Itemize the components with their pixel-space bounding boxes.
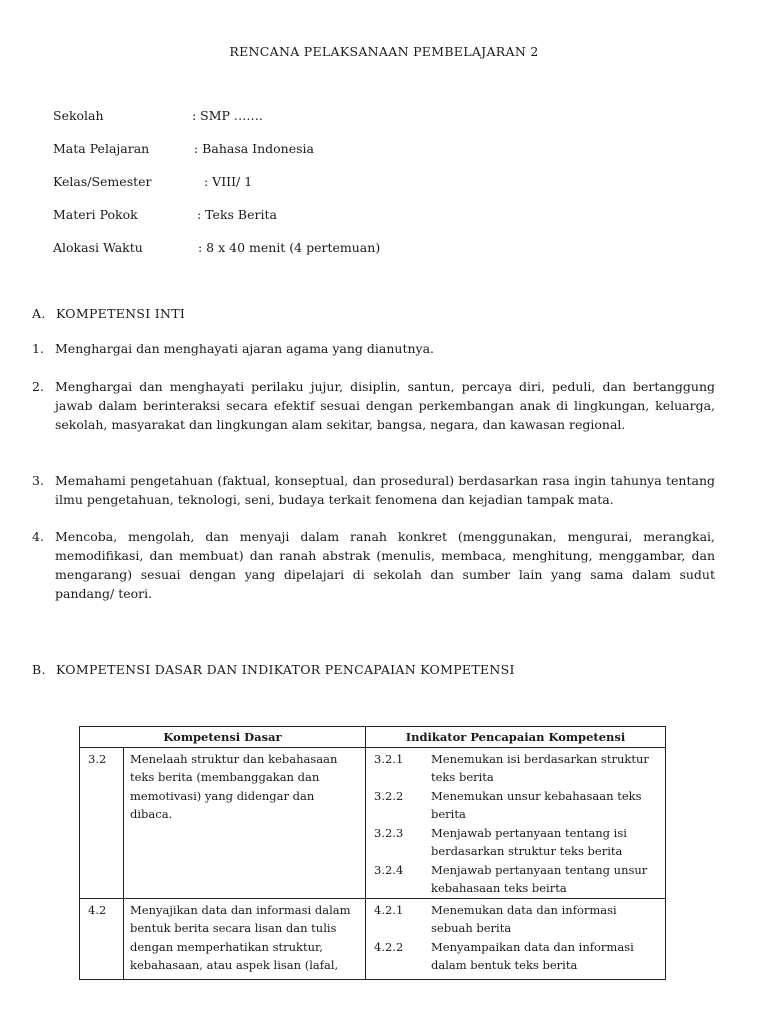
section-title: KOMPETENSI INTI <box>56 306 186 321</box>
item-number: 3. <box>32 473 44 488</box>
ki-item-2 <box>32 377 715 434</box>
indicator-code: 4.2.1 <box>374 902 404 917</box>
item-text: Menghargai dan menghayati ajaran agama yang dianutnya. <box>55 341 435 356</box>
identity-label: Mata Pelajaran <box>53 141 150 156</box>
indicator-item <box>374 861 661 898</box>
indicator-cell <box>366 898 666 979</box>
competency-table <box>79 726 666 980</box>
indicator-list <box>366 748 665 898</box>
identity-value: : VIII/ 1 <box>204 174 253 189</box>
table-header-row <box>80 727 666 748</box>
identity-value: : 8 x 40 menit (4 pertemuan) <box>198 240 381 255</box>
identity-value: : Teks Berita <box>197 207 277 222</box>
indicator-text: Menjawab pertanyaan tentang isi berdasarkan struktur teks berita <box>431 825 627 858</box>
section-letter: B. <box>32 662 46 677</box>
section-title: KOMPETENSI DASAR DAN INDIKATOR PENCAPAIAN KOMPETENSI <box>56 662 515 677</box>
indicator-item <box>374 901 661 938</box>
identity-label: Materi Pokok <box>53 207 138 222</box>
document-title: RENCANA PELAKSANAAN PEMBELAJARAN 2 <box>229 44 539 59</box>
identity-value: : SMP ……. <box>192 108 263 123</box>
ki-item-3 <box>32 471 715 509</box>
indicator-code: 4.2.2 <box>374 939 404 954</box>
indicator-list <box>366 899 665 975</box>
kd-description: Menelaah struktur dan kebahasaan teks berita (membanggakan dan memotivasi) yang didengar dan dibaca. <box>124 747 366 898</box>
table-row <box>80 898 666 979</box>
kd-code: 4.2 <box>80 898 124 979</box>
indicator-item <box>374 787 661 824</box>
header-indikator: Indikator Pencapaian Kompetensi <box>366 727 666 748</box>
indicator-text: Menemukan isi berdasarkan struktur teks berita <box>431 751 649 784</box>
ki-item-1 <box>32 339 715 358</box>
indicator-item <box>374 938 661 975</box>
item-text: Memahami pengetahuan (faktual, konseptual, dan prosedural) berdasarkan rasa ingin tahunya tentang ilmu pengetahuan, teknologi, seni, budaya terkait fenomena dan kejadian tampak mata. <box>55 473 715 507</box>
indicator-text: Menemukan unsur kebahasaan teks berita <box>431 788 642 821</box>
item-number: 1. <box>32 341 44 356</box>
indicator-code: 3.2.3 <box>374 825 404 840</box>
ki-item-4 <box>32 527 715 603</box>
header-kompetensi-dasar: Kompetensi Dasar <box>80 727 366 748</box>
indicator-code: 3.2.2 <box>374 788 404 803</box>
indicator-text: Menjawab pertanyaan tentang unsur kebahasaan teks beirta <box>431 862 648 895</box>
item-number: 2. <box>32 379 44 394</box>
indicator-item <box>374 824 661 861</box>
indicator-code: 3.2.1 <box>374 751 404 766</box>
identity-label: Alokasi Waktu <box>53 240 143 255</box>
kd-description: Menyajikan data dan informasi dalam bentuk berita secara lisan dan tulis dengan memperhatikan struktur, kebahasaan, atau aspek lisan (lafal, <box>124 898 366 979</box>
indicator-cell <box>366 747 666 898</box>
section-letter: A. <box>32 306 46 321</box>
identity-label: Kelas/Semester <box>53 174 152 189</box>
item-text: Mencoba, mengolah, dan menyaji dalam ranah konkret (menggunakan, mengurai, merangkai, memodifikasi, dan membuat) dan ranah abstrak (menulis, membaca, menghitung, menggambar, dan mengarang) sesuai dengan yang dipelajari di sekolah dan sumber lain yang sama dalam sudut pandang/ teori. <box>55 529 715 601</box>
indicator-text: Menyampaikan data dan informasi dalam bentuk teks berita <box>431 939 634 972</box>
indicator-text: Menemukan data dan informasi sebuah berita <box>431 902 617 935</box>
indicator-item <box>374 750 661 787</box>
indicator-code: 3.2.4 <box>374 862 404 877</box>
kd-code: 3.2 <box>80 747 124 898</box>
item-text: Menghargai dan menghayati perilaku jujur, disiplin, santun, percaya diri, peduli, dan bertanggung jawab dalam berinteraksi secara efektif sesuai dengan perkembangan anak di lingkungan, keluarga, sekolah, masyarakat dan lingkungan alam sekitar, bangsa, negara, dan kawasan regional. <box>55 379 715 432</box>
table-row <box>80 747 666 898</box>
identity-value: : Bahasa Indonesia <box>194 141 314 156</box>
item-number: 4. <box>32 529 44 544</box>
identity-label: Sekolah <box>53 108 104 123</box>
